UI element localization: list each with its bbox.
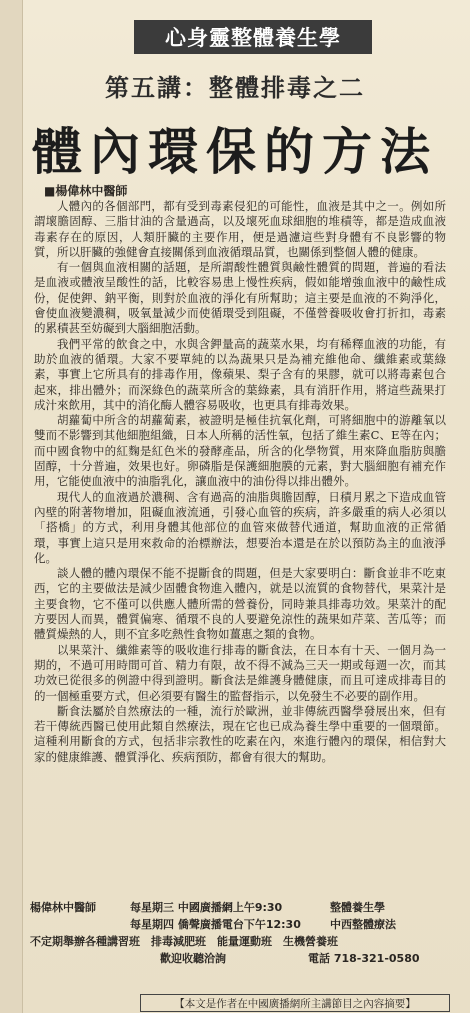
paragraph: 人體內的各個部門，都有受到毒素侵犯的可能性，血液是其中之一。例如所謂壞膽固醇、三脂甘油的含量過高，以及壞死血球細胞的堆積等，都是造成血液毒素存在的原因，人類肝臟的主要作用，便是過濾這些對身體有不良影響的物質，所以肝臟的強健會直接關係到血液循環品質，也關係到整個人體的健康。 [34,199,446,259]
footer-schedule-2: 每星期四 僑聲廣播電台下午12:30 [130,918,301,931]
paragraph: 我們平常的飲食之中，水與含鉀量高的蔬菜水果，均有稀釋血液的功能，有助於血液的循環。大家不要單純的以為蔬果只是為補充維他命、纖維素或葉綠素，事實上它所具有的排毒作用，像蘋果、梨子含有的果膠，就可以將毒素包合起來，排出體外；而深綠色的蔬菜所含的葉綠素，具有消肝作用，將這些蔬果打成汁來飲用，其中的消化酶人體容易吸收，也更具有排毒效果。 [34,336,446,412]
column-banner: 心身靈整體養生學 [134,20,372,54]
footer-program-1: 整體養生學 [330,901,385,914]
footer-welcome: 歡迎收聽洽詢 [160,952,226,965]
lecture-subtitle: 第五講：整體排毒之二 [105,73,365,102]
footer-classes: 不定期舉辦各種講習班 排毒減肥班 能量運動班 生機營養班 [30,935,338,948]
article-body [34,199,446,765]
article-title: 體內環保的方法 [32,123,438,181]
source-note: 【本文是作者在中國廣播網所主講節目之內容摘要】 [140,994,450,1012]
paragraph: 有一個與血液相關的話題，是所謂酸性體質與鹼性體質的問題，普遍的看法是血液或體液呈酸性的話，比較容易患上慢性疾病，假如能增強血液中的鹼性成份，促使鉀、鈉平衡，則對於血液的淨化有所幫助；這主要是血液的不夠淨化，會使血液變濃稠，吸氧量減少而使循環受到阻礙，不僅營養吸收會打折扣，毒素的累積甚至妨礙到大腦細胞活動。 [34,260,446,336]
paragraph: 談人體的體內環保不能不提斷食的問題，但是大家要明白：斷食並非不吃東西，它的主要做法是減少固體食物進入體內，就是以流質的食物替代，果菜汁是主要食物，它不僅可以供應人體所需的營養份，同時兼具排毒功效。果菜汁的配方要因人而異，體質偏寒、循環不良的人要避免涼性的蔬果如芹菜、苦瓜等；而體質燥熱的人，則不宜多吃熱性食物如薑惠之類的食物。 [34,566,446,642]
footer-schedule-1: 每星期三 中國廣播網上午9:30 [130,901,283,914]
footer-phone: 電話 718-321-0580 [308,952,420,965]
paragraph: 斷食法屬於自然療法的一種，流行於歐洲，並非傳統西醫學發展出來，但有若干傳統西醫已使用此類自然療法，現在它也已成為養生學中重要的一個環節。這種利用斷食的方式，包括非宗教性的吃素在內，來進行體內的環保，相信對大家的健康維護、體質淨化、疾病預防，都會有很大的幫助。 [34,703,446,764]
author-byline: ■楊偉林中醫師 [44,184,128,198]
paragraph: 胡蘿蔔中所含的胡蘿蔔素，被證明是極佳抗氧化劑，可將細胞中的游離氧以雙而不影響到其他細胞組織，日本人所稱的活性氧，包括了維生素C、E等在內；而中國食物中的紅麴是紅色米的發酵產品，所含的化學物質，用來降血脂肪與膽固醇，十分普遍，效果也好。卵磷脂是保護細胞膜的元素，對大腦細胞有補充作用，它能使血液中的油脂乳化，讓血液中的油份得以排出體外。 [34,413,446,489]
footer-author: 楊偉林中醫師 [30,901,96,914]
paragraph: 以果菜汁、纖維素等的吸收進行排毒的斷食法，在日本有十天、一個月為一期的，不過可用時間可首、精力有限，故不得不減為三天一期或每週一次，而其功效已從很多的例證中得到證明。斷食法是維護身體健康，而且可達成排毒目的的一個極重要方式，但必須要有醫生的監督指示，以免發生不必要的副作用。 [34,642,446,703]
footer-program-2: 中西整體療法 [330,918,396,931]
paragraph: 現代人的血液過於濃稠、含有過高的油脂與膽固醇，日積月累之下造成血管內壁的附著物增加，阻礙血液流通，引發心血管的疾病，許多嚴重的病人必須以「搭橋」的方式，利用身體其他部位的血管來做替代通道，幫助血液的正常循環，事實上這只是用來救命的治標辦法，想要治本還是在於以預防為主的血液淨化。 [34,489,446,565]
